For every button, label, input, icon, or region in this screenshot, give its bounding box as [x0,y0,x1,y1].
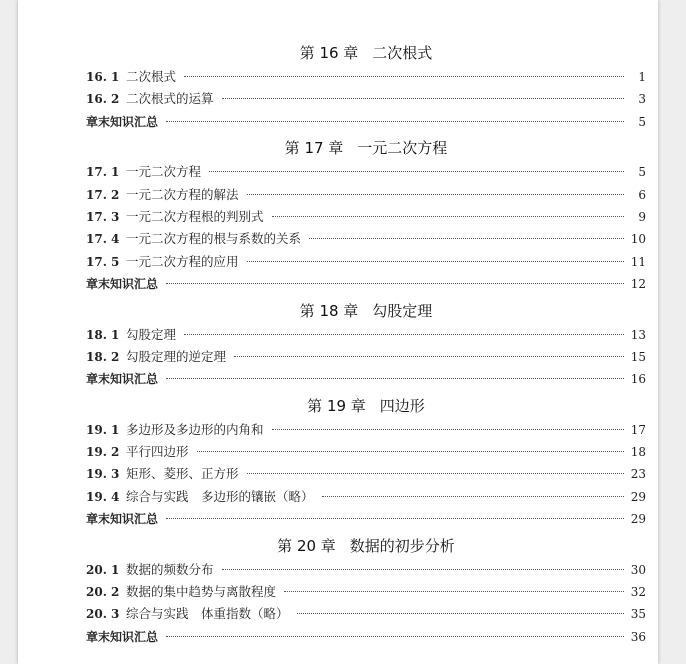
section-number: 20. 1 [86,562,120,577]
section-title: 二次根式 [126,69,177,84]
section-title: 一元二次方程的解法 [126,186,239,202]
table-of-contents [86,38,646,648]
section-number: 19. 1 [86,422,120,437]
chapter-summary-entry[interactable] [86,626,646,648]
dot-leader [272,429,624,430]
toc-entry[interactable] [86,88,646,110]
dot-leader [309,238,624,239]
section-number: 17. 5 [86,254,120,269]
section-title: 综合与实践 多边形的镶嵌（略） [126,488,314,504]
toc-entry[interactable] [86,419,646,441]
section-title: 二次根式的运算 [126,91,214,107]
section-title: 勾股定理的逆定理 [126,348,227,364]
dot-leader [166,518,624,519]
section-number: 16. 2 [86,92,120,107]
page-number: 18 [630,445,646,460]
section-number: 19. 2 [86,445,120,460]
dot-leader [184,334,624,335]
chapter-summary-entry[interactable] [86,273,646,295]
section-title: 一元二次方程根的判别式 [126,208,264,224]
section-title: 矩形、菱形、正方形 [126,466,239,482]
summary-title: 章末知识汇总 [86,114,159,129]
chapter-title: 二次根式 [372,44,433,62]
dot-leader [297,613,624,614]
dot-leader [247,473,624,474]
section-number: 17. 3 [86,209,120,224]
chapter-number: 第 17 章 [284,139,344,158]
section-title: 平行四边形 [126,444,189,460]
chapter-summary-entry[interactable] [86,368,646,390]
section-title: 一元二次方程 [126,164,202,180]
chapter-title: 一元二次方程 [357,139,448,158]
document-page [18,0,658,664]
chapter-number: 第 18 章 [299,301,359,320]
chapter-summary-entry[interactable] [86,111,646,133]
chapter-heading [86,42,646,64]
section-title: 数据的集中趋势与离散程度 [126,584,277,600]
dot-leader [197,451,624,452]
page-number: 16 [630,372,646,387]
chapter-heading [86,137,646,159]
toc-entry[interactable] [86,324,646,346]
section-number: 17. 4 [86,232,120,247]
section-title: 一元二次方程的根与系数的关系 [126,231,302,247]
page-number: 5 [638,114,646,129]
chapter-number: 第 16 章 [299,44,359,62]
toc-entry[interactable] [86,184,646,206]
section-title: 数据的频数分布 [126,561,214,577]
page-number: 5 [638,165,646,180]
dot-leader [247,194,624,195]
section-number: 19. 3 [86,467,120,482]
page-number: 10 [630,232,646,247]
chapter-heading [86,300,646,322]
page-number: 29 [630,512,646,527]
page-number: 30 [630,562,646,577]
section-title: 一元二次方程的应用 [126,253,239,269]
section-number: 17. 2 [86,187,120,202]
dot-leader [234,356,624,357]
section-number: 17. 1 [86,165,120,180]
page-number: 6 [638,187,646,202]
chapter-number: 第 19 章 [307,396,366,415]
toc-entry[interactable] [86,441,646,463]
chapter-title: 数据的初步分析 [349,536,455,555]
dot-leader [166,636,624,637]
toc-entry[interactable] [86,251,646,273]
summary-title: 章末知识汇总 [86,277,159,292]
summary-title: 章末知识汇总 [86,629,159,644]
dot-leader [166,283,624,284]
toc-entry[interactable] [86,463,646,485]
chapter-title: 四边形 [379,396,425,415]
section-number: 16. 1 [86,70,120,84]
page-number: 36 [630,629,646,644]
dot-leader [284,591,624,592]
section-number: 19. 4 [86,489,120,504]
toc-entry[interactable] [86,346,646,368]
page-number: 17 [630,422,646,437]
page-number: 15 [630,349,646,364]
section-number: 18. 2 [86,349,120,364]
page-number: 32 [630,585,646,600]
page-number: 29 [630,489,646,504]
toc-entry[interactable] [86,603,646,625]
summary-title: 章末知识汇总 [86,372,159,387]
dot-leader [247,261,624,262]
chapter-heading [86,535,646,557]
section-number: 20. 3 [86,607,120,622]
page-number: 1 [638,70,646,84]
page-number: 35 [630,607,646,622]
dot-leader [222,98,624,99]
section-title: 多边形及多边形的内角和 [126,421,264,437]
section-number: 18. 1 [86,327,120,342]
chapter-title: 勾股定理 [372,301,433,320]
toc-entry[interactable] [86,486,646,508]
dot-leader [166,378,624,379]
page-number: 11 [630,254,646,269]
chapter-heading [86,395,646,417]
section-title: 勾股定理 [126,326,177,342]
dot-leader [222,569,624,570]
page-number: 12 [630,277,646,292]
dot-leader [209,171,624,172]
toc-entry[interactable] [86,206,646,228]
page-number: 3 [638,92,646,107]
toc-entry[interactable] [86,581,646,603]
toc-entry[interactable] [86,228,646,250]
dot-leader [184,76,624,77]
chapter-summary-entry[interactable] [86,508,646,530]
dot-leader [166,121,624,122]
page-number: 9 [638,209,646,224]
dot-leader [272,216,624,217]
toc-entry[interactable] [86,66,646,88]
toc-entry[interactable] [86,161,646,183]
section-number: 20. 2 [86,585,120,600]
dot-leader [322,496,624,497]
summary-title: 章末知识汇总 [86,512,159,527]
chapter-number: 第 20 章 [277,536,336,555]
toc-entry[interactable] [86,559,646,581]
page-number: 13 [630,327,646,342]
page-number: 23 [630,467,646,482]
section-title: 综合与实践 体重指数（略） [126,606,289,622]
